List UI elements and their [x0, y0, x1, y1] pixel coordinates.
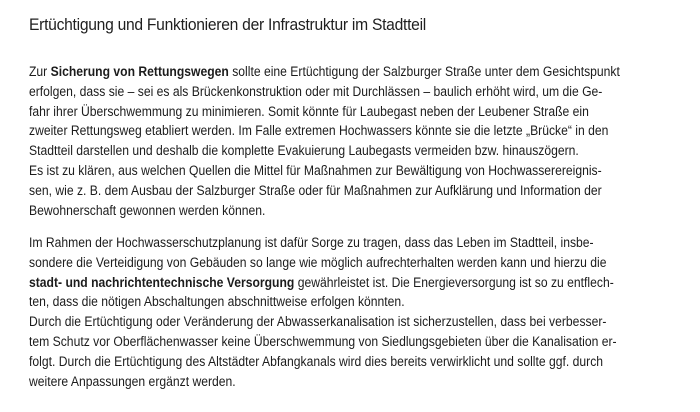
text-line: sen, wie z. B. dem Ausbau der Salzburger Straße oder für Maßnahmen zur Aufklärung und Information der — [29, 182, 602, 198]
text-line: fahr ihrer Überschwemmung zu minimieren. Somit könnte für Laubegast neben der Leubener Straße ein — [29, 103, 589, 119]
bold-phrase-utility-supply: stadt- und nachrichtentechnische Versorgung — [29, 274, 295, 290]
text-line: ten, dass die nötigen Abschaltungen abschnittweise erfolgen könnten. — [29, 294, 405, 310]
text-line: folgt. Durch die Ertüchtigung des Altstädter Abfangkanals wird dies bereits verwirklicht und sollte ggf. durch — [29, 353, 604, 369]
paragraph-flood-protection — [29, 233, 659, 391]
text-line — [29, 273, 659, 293]
text-line: erfolgen, dass sie – sei es als Brückenkonstruktion oder mit Durchlässen – baulich erhöht wird, um die Ge- — [29, 83, 603, 99]
bold-phrase-rescue-routes: Sicherung von Rettungswegen — [50, 64, 229, 79]
text-run: sollte eine Ertüchtigung der Salzburger Straße unter dem Gesichtspunkt — [228, 64, 620, 79]
text-line: Bewohnerschaft gewonnen werden können. — [29, 202, 266, 218]
text-run: gewährleistet ist. Die Energieversorgung ist so zu entflech- — [294, 274, 614, 290]
text-line: Im Rahmen der Hochwasserschutzplanung ist dafür Sorge zu tragen, dass das Leben im Stadtteil, insbe- — [29, 235, 594, 250]
text-line: Es ist zu klären, aus welchen Quellen die Mittel für Maßnahmen zur Bewältigung von Hochwasserereignis- — [29, 162, 602, 178]
text-line: Durch die Ertüchtigung oder Veränderung der Abwasserkanalisation ist sicherzustellen, dass bei verbesser- — [29, 314, 607, 330]
text-line: sondere die Verteidigung von Gebäuden so lange wie möglich aufrechterhalten werden kann und hierzu die — [29, 254, 607, 270]
text-line: Stadtteil darstellen und deshalb die komplette Evakuierung Laubegasts vermeiden bzw. hinauszögern. — [29, 143, 579, 159]
text-line: tem Schutz vor Oberflächenwasser keine Überschwemmung von Siedlungsgebieten über die Kanalisation er- — [29, 333, 617, 349]
text-line — [29, 62, 659, 82]
text-line: zweiter Rettungsweg etabliert werden. Im Falle extremen Hochwassers könnte sie die letzte „Brücke“ in den — [29, 123, 609, 139]
text-line: weitere Anpassungen ergänzt werden. — [29, 373, 236, 389]
text-run: Zur — [29, 64, 51, 79]
paragraph-rescue-routes — [29, 62, 659, 220]
section-heading: Ertüchtigung und Funktionieren der Infrastruktur im Stadtteil — [29, 15, 426, 34]
